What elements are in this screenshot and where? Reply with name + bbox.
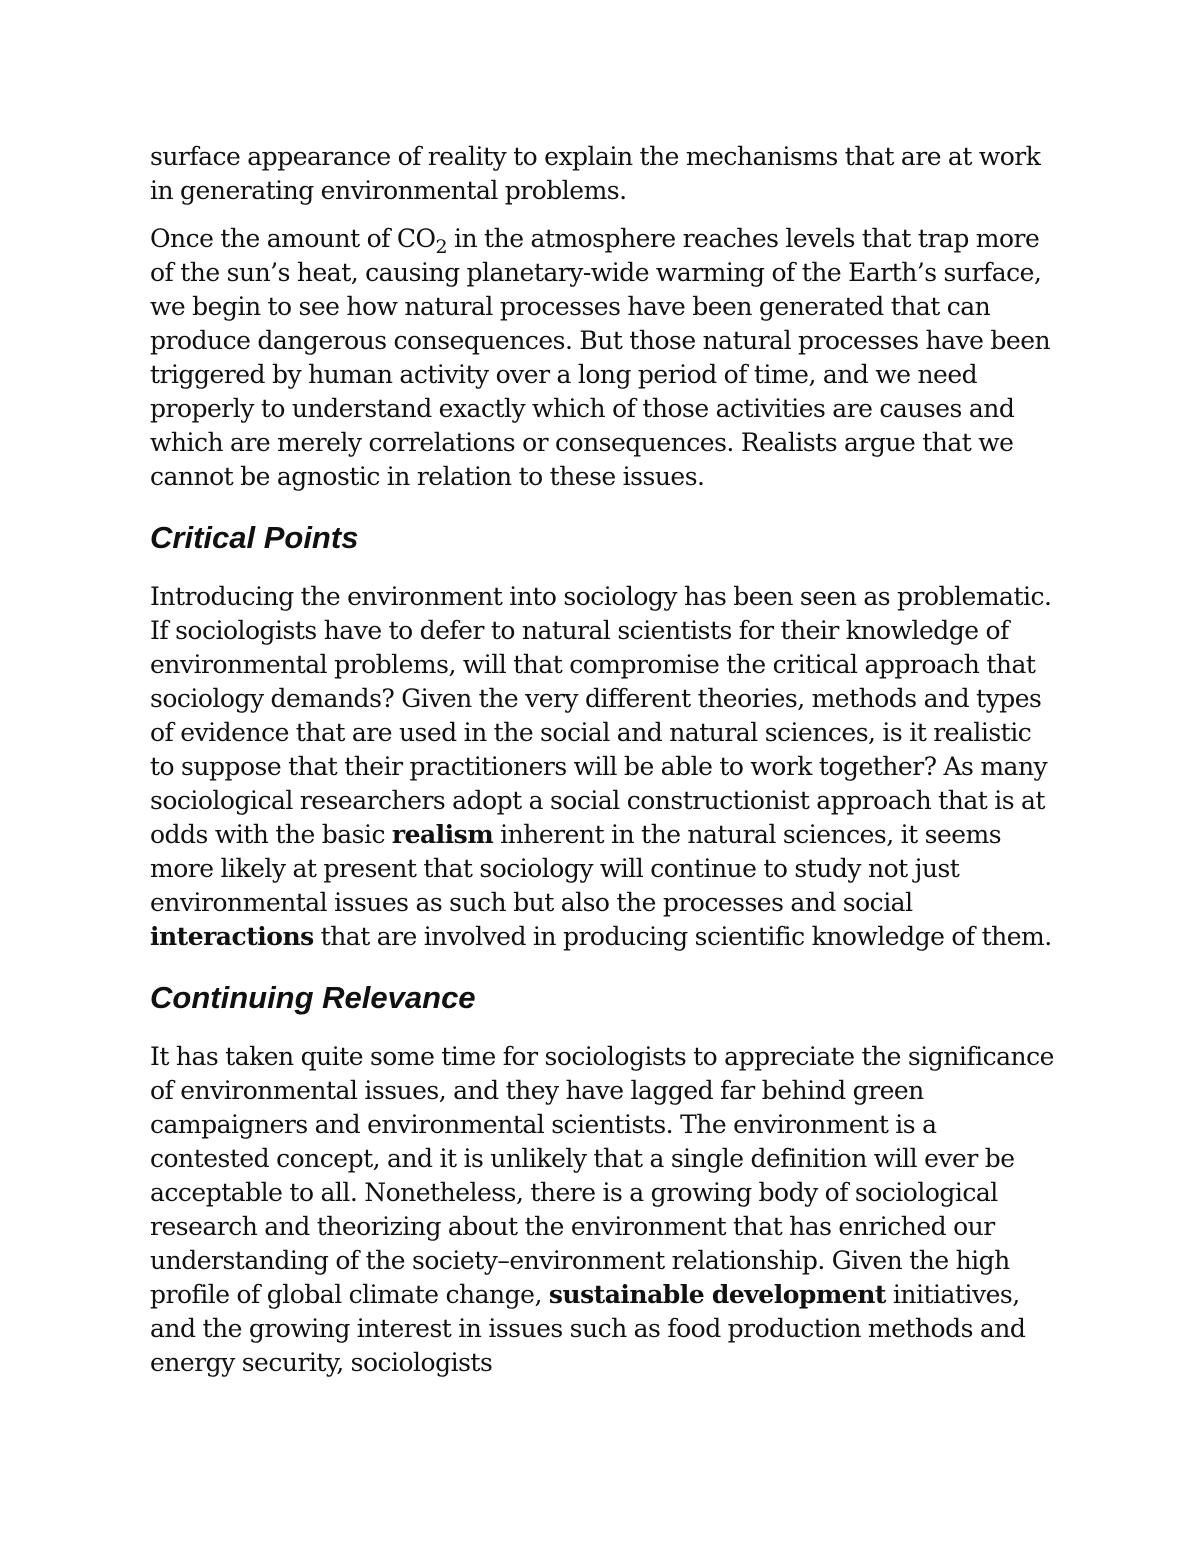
co2-subscript: 2 bbox=[435, 236, 448, 258]
paragraph-co2-levels bbox=[150, 222, 1055, 494]
paragraph-text-part-2: inherent in the natural sciences, it seems more likely at present that sociology will continue to study not just environmental issues as such but also the processes and social bbox=[150, 820, 1002, 917]
glossary-term-realism: realism bbox=[391, 820, 494, 849]
paragraph-text-rest: in the atmosphere reaches levels that trap more of the sun’s heat, causing planetary-wide warming of the Earth’s surface, we begin to see how natural processes have been generated that can produce dangerous consequences. But those natural processes have been triggered by human activity over a long period of time, and we need properly to understand exactly which of those activities are causes and which are merely correlations or consequences. Realists argue that we cannot be agnostic in relation to these issues. bbox=[150, 224, 1051, 491]
paragraph-text-part-1: It has taken quite some time for sociologists to appreciate the significance of environmental issues, and they have lagged far behind green campaigners and environmental scientists. The environment is a contested concept, and it is unlikely that a single definition will ever be acceptable to all. Nonetheless, there is a growing body of sociological research and theorizing about the environment that has enriched our understanding of the society–environment relationship. Given the high profile of global climate change, bbox=[150, 1042, 1054, 1309]
paragraph-text-part-2: initiatives, and the growing interest in issues such as food production methods and energy security, sociologists bbox=[150, 1280, 1026, 1377]
paragraph-surface-appearance bbox=[150, 140, 1055, 208]
paragraph-text-part-3: that are involved in producing scientific knowledge of them. bbox=[313, 922, 1052, 951]
paragraph-continuing-relevance bbox=[150, 1040, 1055, 1380]
paragraph-text: surface appearance of reality to explain the mechanisms that are at work in generating environmental problems. bbox=[150, 142, 1041, 205]
heading-continuing-relevance: Continuing Relevance bbox=[150, 980, 476, 1015]
glossary-term-interactions: interactions bbox=[150, 922, 314, 951]
co2-base: CO bbox=[396, 224, 436, 253]
paragraph-text-lead: Once the amount of bbox=[150, 224, 397, 253]
document-page bbox=[150, 140, 1055, 1394]
glossary-term-sustainable-development: sustainable development bbox=[548, 1280, 886, 1309]
co2-formula bbox=[396, 224, 448, 258]
paragraph-critical-points bbox=[150, 580, 1055, 954]
paragraph-text-part-1: Introducing the environment into sociology has been seen as problematic. If sociologists have to defer to natural scientists for their knowledge of environmental problems, will that compromise the critical approach that sociology demands? Given the very different theories, methods and types of evidence that are used in the social and natural sciences, is it realistic to suppose that their practitioners will be able to work together? As many sociological researchers adopt a social constructionist approach that is at odds with the basic bbox=[150, 582, 1052, 849]
heading-critical-points: Critical Points bbox=[150, 520, 359, 555]
